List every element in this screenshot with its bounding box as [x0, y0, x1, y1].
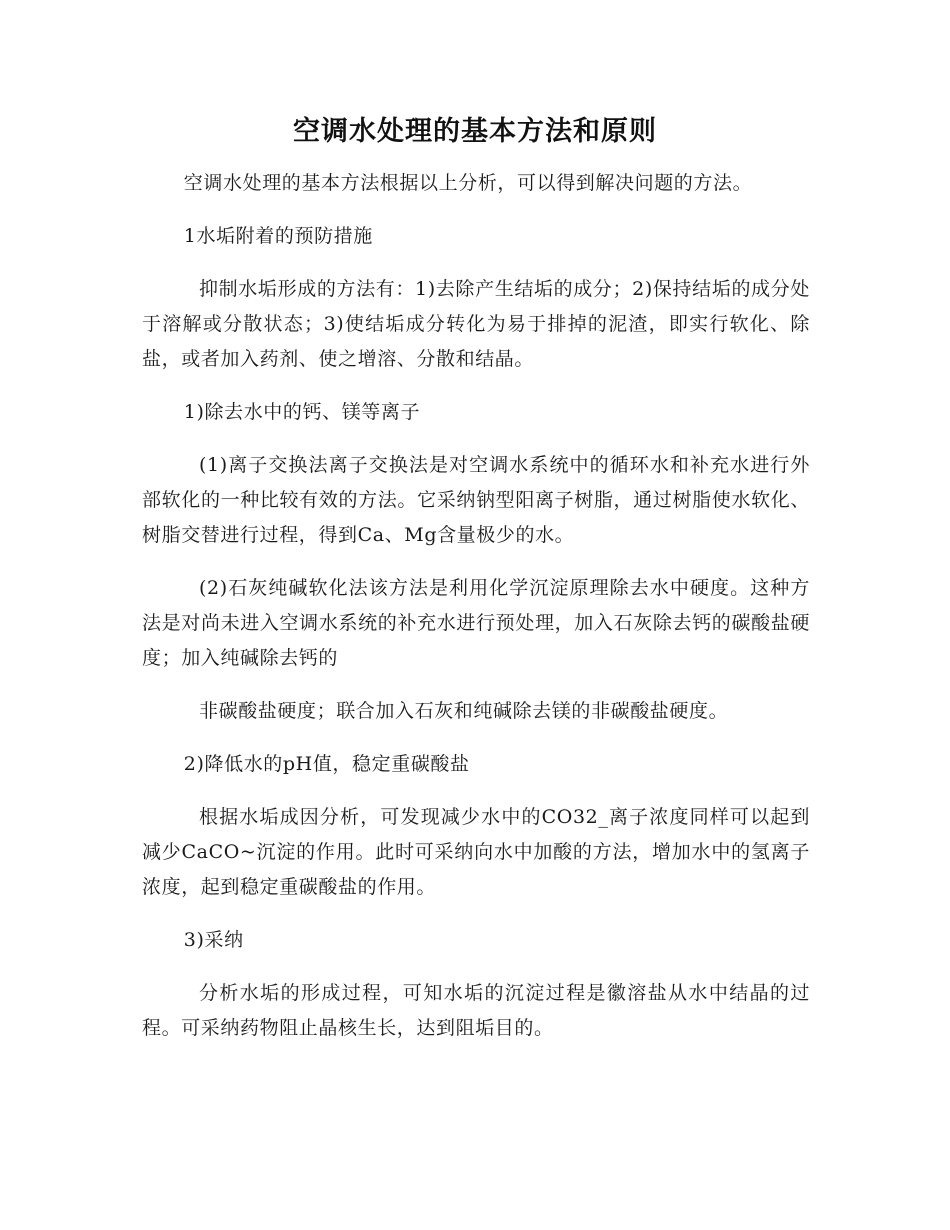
body-paragraph: (1)离子交换法离子交换法是对空调水系统中的循环水和补充水进行外部软化的一种比较有效的方法。它采纳钠型阳离子树脂，通过树脂使水软化、树脂交替进行过程，得到Ca、Mg含量极少的水。 [142, 454, 810, 546]
document-title: 空调水处理的基本方法和原则 [293, 116, 657, 147]
section-heading: 1水垢附着的预防措施 [183, 225, 373, 247]
document-body [142, 166, 810, 1064]
subsection-heading: 1)除去水中的钙、镁等离子 [183, 401, 421, 423]
subsection-heading: 3)采纳 [183, 929, 244, 951]
subsection-heading: 2)降低水的pH值，稳定重碳酸盐 [183, 753, 470, 775]
body-paragraph: 抑制水垢形成的方法有：1)去除产生结垢的成分；2)保持结垢的成分处于溶解或分散状态；3)使结垢成分转化为易于排掉的泥渣，即实行软化、除盐，或者加入药剂、使之增溶、分散和结晶。 [142, 278, 810, 370]
body-paragraph: 分析水垢的形成过程，可知水垢的沉淀过程是徽溶盐从水中结晶的过程。可采纳药物阻止晶核生长，达到阻垢目的。 [142, 982, 810, 1039]
body-paragraph: 根据水垢成因分析，可发现减少水中的CO32_离子浓度同样可以起到减少CaCO~沉淀的作用。此时可采纳向水中加酸的方法，增加水中的氢离子浓度，起到稳定重碳酸盐的作用。 [142, 806, 810, 898]
body-paragraph: 非碳酸盐硬度；联合加入石灰和纯碱除去镁的非碳酸盐硬度。 [199, 700, 729, 722]
intro-paragraph: 空调水处理的基本方法根据以上分析，可以得到解决问题的方法。 [183, 172, 753, 194]
body-paragraph: (2)石灰纯碱软化法该方法是利用化学沉淀原理除去水中硬度。这种方法是对尚未进入空调水系统的补充水进行预处理，加入石灰除去钙的碳酸盐硬度；加入纯碱除去钙的 [142, 577, 810, 669]
